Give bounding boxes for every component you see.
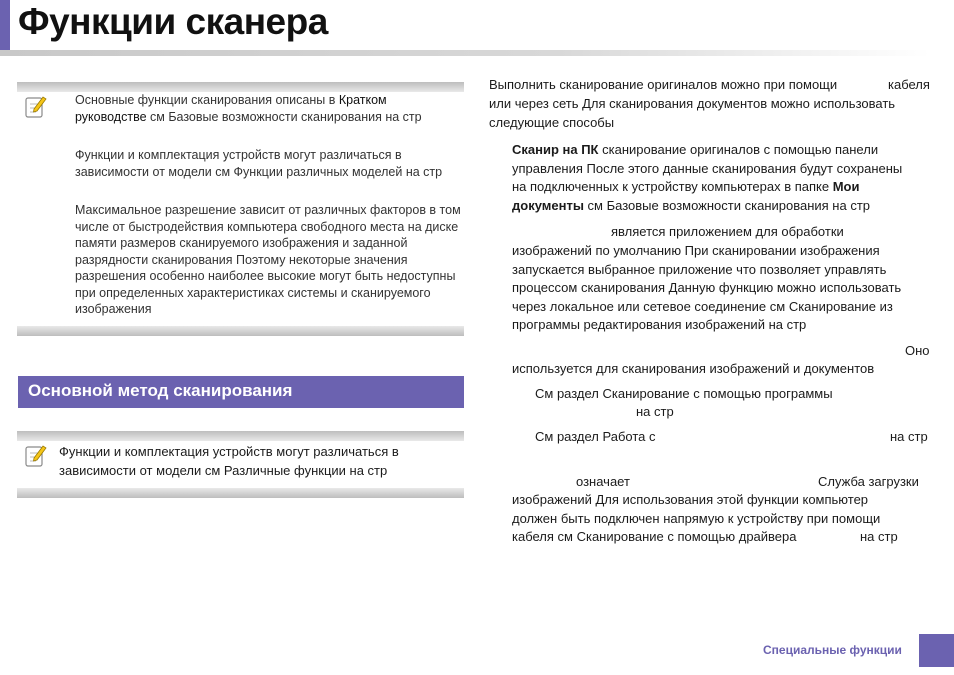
m4-line-1a: означает <box>576 474 630 489</box>
m1-line-1: Сканир на ПК сканирование оригиналов с помощью панели <box>512 142 879 157</box>
section-heading: Основной метод сканирования <box>18 376 464 408</box>
note-bottom-bar <box>17 326 464 336</box>
note1-paragraph-1: Основные функции сканирования описаны в Кратком руководстве см Базовые возможности сканирования на стр <box>75 93 422 124</box>
m3-line-1: Оно <box>905 343 930 358</box>
m3-sub-2: См раздел Работа с <box>535 429 656 444</box>
note-top-bar <box>17 431 464 441</box>
m3-line-2: используется для сканирования изображений и документов <box>512 361 875 376</box>
quick-guide-link[interactable]: Кратком руководстве <box>75 93 387 124</box>
m1-line-3: на подключенных к устройству компьютерах в папке Мои <box>512 179 860 194</box>
note-top-bar <box>17 82 464 92</box>
m4-page: на стр <box>860 529 898 544</box>
footer-page-box <box>919 634 954 667</box>
note1-paragraph-3: Максимальное разрешение зависит от различных факторов в том числе от быстродействия компьютера свободного места на диске памяти размеров сканируемого изображения и заданной разрядности сканирования Поэтому некоторые значения разрешения особенно наиболее высокие могут быть недоступны при определенных характеристиках системы и сканируемого изображения <box>75 203 461 316</box>
note-box-scan-info <box>17 82 464 336</box>
note-box-functions <box>17 431 464 498</box>
m3-sub-1: См раздел Сканирование с помощью программы <box>535 386 833 401</box>
m3-sub-2-page: на стр <box>890 429 928 444</box>
title-divider <box>0 50 930 56</box>
method-scan-to-pc <box>512 141 932 215</box>
intro-line-3: следующие способы <box>489 115 615 130</box>
m1-line-2: управления После этого данные сканирования будут сохранены <box>512 160 903 176</box>
note1-paragraph-2: Функции и комплектация устройств могут различаться в зависимости от модели см Функции различных моделей на стр <box>75 148 443 179</box>
page-title: Функции сканера <box>18 1 328 42</box>
note2-text: Функции и комплектация устройств могут различаться в зависимости от модели см Различные функции на стр <box>59 444 399 478</box>
note-pencil-icon <box>25 94 47 118</box>
note-pencil-icon <box>25 443 47 467</box>
intro-line-1: Выполнить сканирование оригиналов можно при помощи <box>489 77 838 92</box>
m2-line-1: является приложением для обработки <box>611 224 844 239</box>
m3-sub-1-page: на стр <box>636 404 674 419</box>
intro-line-2: или через сеть Для сканирования документов можно использовать <box>489 96 896 111</box>
intro-line-1-end: кабеля <box>888 77 930 92</box>
m1-line-4: документы см Базовые возможности сканирования на стр <box>512 197 871 213</box>
note-bottom-bar <box>17 488 464 498</box>
title-accent-bar <box>0 0 10 52</box>
method-image-app: изображений по умолчанию При сканировании изображения запускается выбранное приложение что позволяет управлять процессом сканирования Данную функцию можно использовать через локальное или сетевое соединение см Сканирование из программы редактирования изображений на стр <box>512 243 902 332</box>
method-wia: изображений Для использования этой функции компьютер должен быть подключен напрямую к устройству при помощи кабеля см Сканирование с помощью драйвера <box>512 492 881 544</box>
m4-line-1b: Служба загрузки <box>818 474 919 489</box>
footer-section-label: Специальные функции <box>763 643 902 657</box>
